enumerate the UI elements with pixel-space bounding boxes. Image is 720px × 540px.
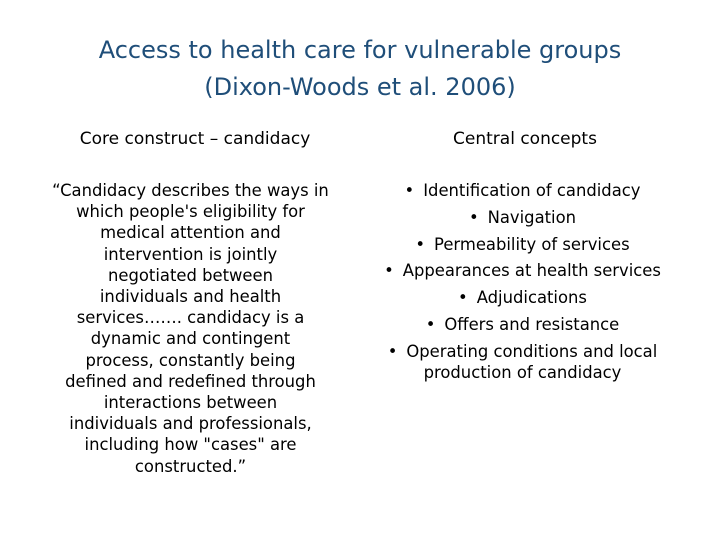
right-column-header: Central concepts [453, 129, 597, 149]
concept-label: Operating conditions and local production of candidacy [406, 341, 658, 382]
quote-line: including how "cases" are [84, 435, 297, 455]
bullet-icon: • [384, 261, 394, 281]
concept-label: Appearances at health services [402, 261, 661, 281]
quote-line: medical attention and [100, 223, 281, 243]
bullet-icon: • [468, 207, 479, 227]
concept-item [350, 180, 695, 201]
concept-item [350, 207, 695, 228]
quote-line: which people's eligibility for [76, 202, 305, 222]
quote-line: defined and redefined through [65, 371, 316, 391]
quote-line: dynamic and contingent [90, 329, 291, 349]
central-concepts-list [350, 180, 695, 389]
title-line-1: Access to health care for vulnerable groups [98, 36, 622, 64]
concept-label: Navigation [487, 207, 577, 227]
concept-label: Adjudications [476, 288, 587, 308]
concept-label: Offers and resistance [444, 314, 620, 334]
bullet-icon: • [387, 341, 398, 361]
concept-item [350, 287, 695, 308]
concept-item [350, 260, 695, 281]
quote-line: negotiated between [108, 265, 273, 285]
title-line-2: (Dixon-Woods et al. 2006) [204, 73, 516, 101]
concept-item [350, 234, 695, 255]
quote-line: intervention is jointly [103, 244, 278, 264]
left-column-header: Core construct – candidacy [79, 129, 311, 149]
concept-item [350, 314, 695, 335]
bullet-icon: • [458, 288, 468, 308]
bullet-icon: • [425, 314, 436, 334]
bullet-icon: • [404, 181, 415, 200]
concept-label: Permeability of services [434, 234, 630, 254]
quote-line: individuals and health [99, 287, 282, 307]
bullet-icon: • [415, 234, 426, 254]
quote-line: services……. candidacy is a [76, 308, 305, 328]
slide-title [40, 32, 680, 106]
candidacy-quote [28, 180, 353, 477]
quote-line: individuals and professionals, [69, 414, 312, 434]
concept-label: Identification of candidacy [423, 181, 641, 200]
concept-item [350, 341, 695, 383]
quote-line: constructed.” [134, 456, 247, 476]
quote-line: process, constantly being [85, 350, 296, 370]
quote-line: interactions between [103, 393, 278, 413]
quote-line: “Candidacy describes the ways in [52, 181, 329, 200]
